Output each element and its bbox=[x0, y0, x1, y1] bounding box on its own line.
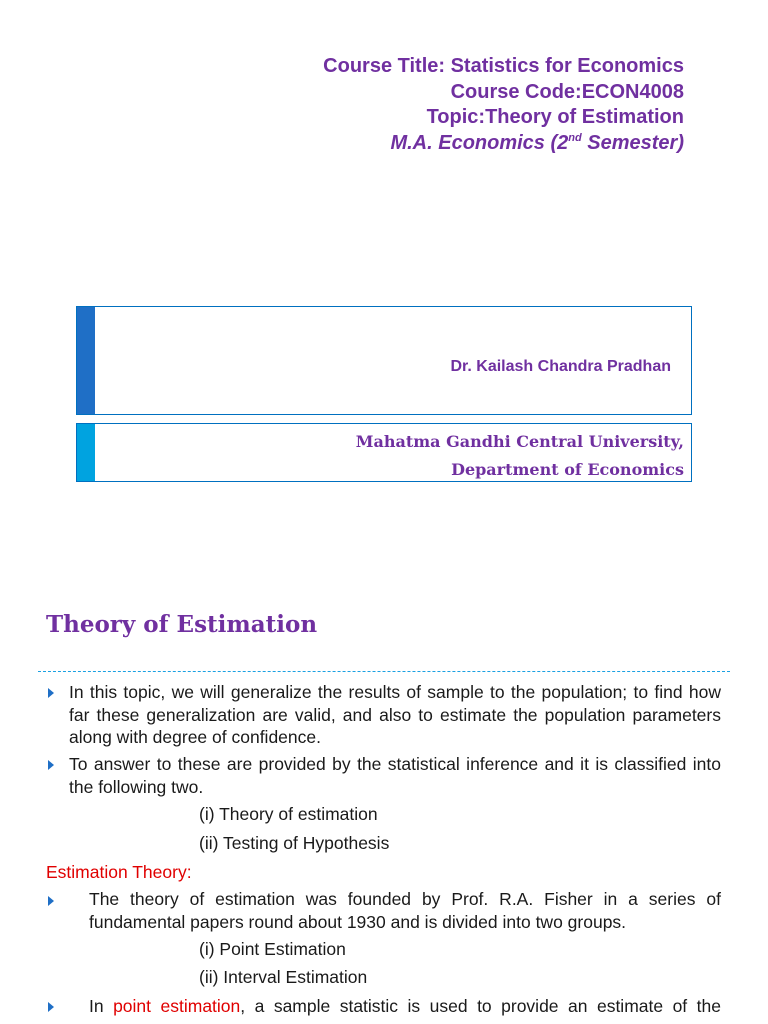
bullet4-rest: , a sample statistic is used to provide an estimate of the bbox=[240, 996, 721, 1016]
list1-item2: (ii) Testing of Hypothesis bbox=[199, 833, 390, 853]
institution-line1: Mahatma Gandhi Central University, bbox=[355, 432, 684, 451]
author-box bbox=[76, 306, 692, 415]
list2-item1: (i) Point Estimation bbox=[199, 939, 346, 959]
list1-item1: (i) Theory of estimation bbox=[199, 804, 378, 824]
title-divider bbox=[38, 671, 730, 672]
course-header bbox=[323, 54, 684, 156]
course-title: Course Title: Statistics for Economics bbox=[323, 55, 684, 77]
author-name: Dr. Kailash Chandra Pradhan bbox=[450, 358, 671, 375]
section-heading: Estimation Theory: bbox=[46, 862, 192, 882]
program-sup: nd bbox=[568, 131, 582, 144]
bullet-icon bbox=[48, 688, 54, 698]
institution-box bbox=[76, 423, 692, 482]
author-accent-bar bbox=[77, 307, 95, 414]
program-prefix: M.A. Economics (2 bbox=[390, 131, 569, 154]
program-suffix: Semester) bbox=[581, 131, 684, 154]
institution-accent-bar bbox=[77, 424, 95, 481]
bullet-icon bbox=[48, 760, 54, 770]
bullet-text-3: The theory of estimation was founded by Prof. R.A. Fisher in a series of fundamental papers round about 1930 and is divided into two groups. bbox=[89, 889, 721, 932]
bullet-icon bbox=[48, 896, 54, 906]
list2-item2: (ii) Interval Estimation bbox=[199, 967, 368, 987]
bullet-text-2: To answer to these are provided by the statistical inference and it is classified into the following two. bbox=[69, 754, 721, 797]
bullet-text-1: In this topic, we will generalize the results of sample to the population; to find how far these generalization are valid, and also to estimate the population parameters along with degree of confidence. bbox=[69, 682, 721, 747]
bullet4-highlight: point estimation bbox=[113, 996, 241, 1016]
bullet4-prefix: In bbox=[89, 996, 114, 1016]
institution bbox=[356, 428, 684, 484]
topic: Topic:Theory of Estimation bbox=[426, 106, 684, 128]
course-code: Course Code:ECON4008 bbox=[450, 80, 684, 103]
program bbox=[323, 131, 684, 157]
slide-title: Theory of Estimation bbox=[46, 611, 318, 638]
bullet-text-4 bbox=[89, 995, 721, 1018]
institution-line2: Department of Economics bbox=[451, 460, 684, 479]
bullet-icon bbox=[48, 1002, 54, 1012]
